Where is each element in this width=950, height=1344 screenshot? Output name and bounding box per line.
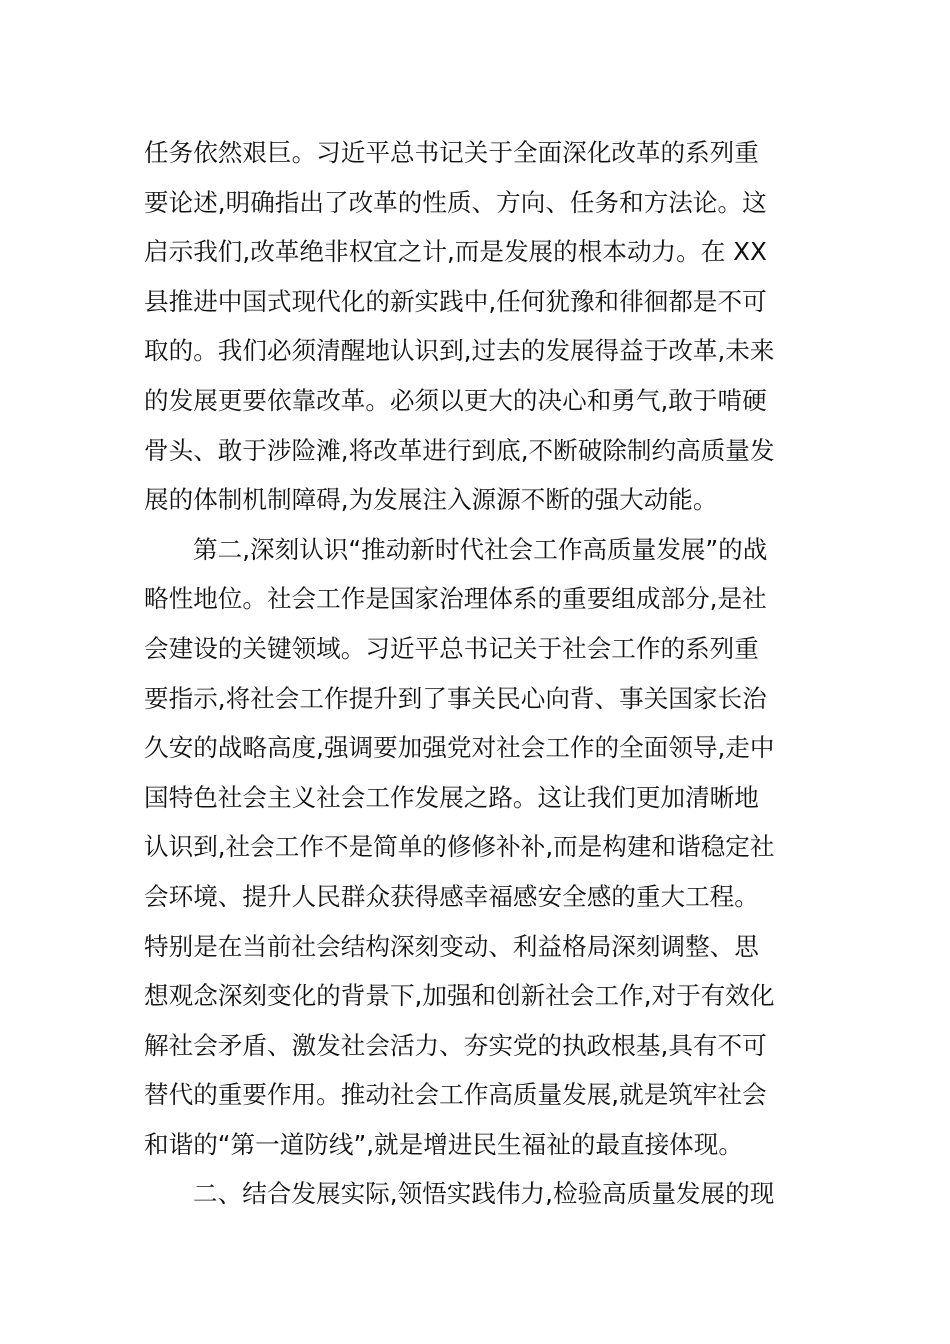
text-line: 任务依然艰巨。习近平总书记关于全面深化改革的系列重 [144, 138, 759, 167]
text-line: 解社会矛盾、激发社会活力、夯实党的执政根基,具有不可 [144, 1030, 767, 1060]
text-line: 认识到,社会工作不是简单的修修补补,而是构建和谐稳定社 [144, 832, 775, 862]
text-line: 要论述,明确指出了改革的性质、方向、任务和方法论。这 [144, 187, 767, 217]
text-line: 取的。我们必须清醒地认识到,过去的发展得益于改革,未来 [144, 336, 775, 366]
text-line: 久安的战略高度,强调要加强党对社会工作的全面领导,走中 [144, 733, 775, 763]
paragraph-3-section-heading [144, 1169, 808, 1219]
text-line: 第二,深刻认识“推动新时代社会工作高质量发展”的战 [193, 534, 768, 564]
text-line: 的发展更要依靠改革。必须以更大的决心和勇气,敢于啃硬 [144, 385, 767, 415]
text-line: 国特色社会主义社会工作发展之路。这让我们更加清晰地 [144, 782, 759, 812]
text-line: 想观念深刻变化的背景下,加强和创新社会工作,对于有效化 [144, 981, 775, 1011]
text-line: 骨头、敢于涉险滩,将改革进行到底,不断破除制约高质量发 [144, 435, 775, 465]
body-text [144, 128, 808, 1219]
text-line: 和谐的“第一道防线”,就是增进民生福祉的最直接体现。 [144, 1129, 743, 1159]
text-line: 二、结合发展实际,领悟实践伟力,检验高质量发展的现 [193, 1179, 775, 1209]
paragraph-2 [144, 525, 808, 1170]
text-line: 展的体制机制障碍,为发展注入源源不断的强大动能。 [144, 485, 718, 515]
text-line: 特别是在当前社会结构深刻变动、利益格局深刻调整、思 [144, 931, 759, 961]
paragraph-1 [144, 128, 808, 525]
text-line: 会建设的关键领域。习近平总书记关于社会工作的系列重 [144, 633, 759, 663]
text-line: 要指示,将社会工作提升到了事关民心向背、事关国家长治 [144, 683, 767, 713]
text-line: 替代的重要作用。推动社会工作高质量发展,就是筑牢社会 [144, 1080, 767, 1110]
text-line: 会环境、提升人民群众获得感幸福感安全感的重大工程。 [144, 881, 759, 911]
text-line: 略性地位。社会工作是国家治理体系的重要组成部分,是社 [144, 584, 767, 614]
text-line: 启示我们,改革绝非权宜之计,而是发展的根本动力。在 XX [144, 237, 767, 267]
text-line: 县推进中国式现代化的新实践中,任何犹豫和徘徊都是不可 [144, 286, 767, 316]
